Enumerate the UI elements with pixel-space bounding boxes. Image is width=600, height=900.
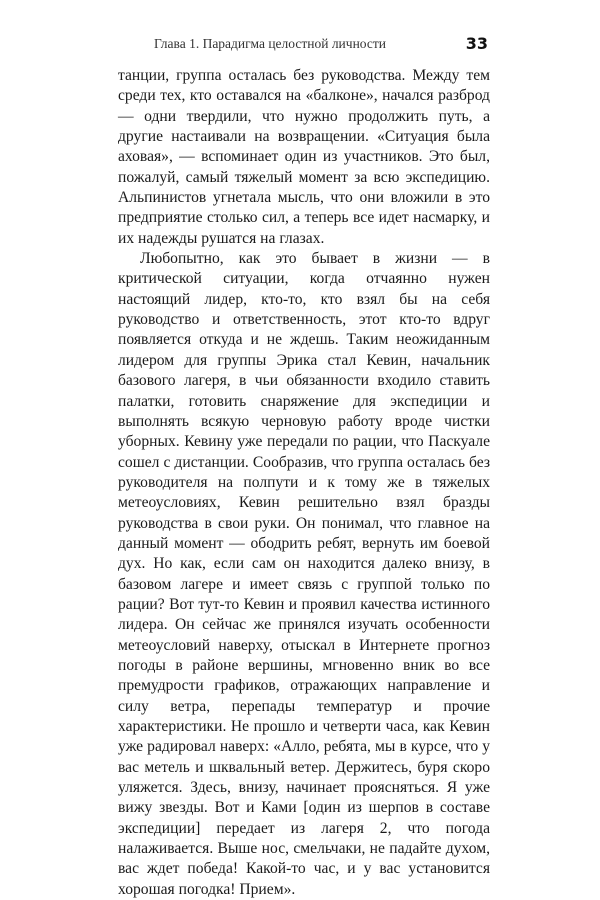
chapter-title: Глава 1. Парадигма целостной личности [153,36,387,51]
paragraph: Любопытно, как это бывает в жизни — в критической ситуации, когда отчаянно нужен настоящий лидер, кто-то, кто взял бы на себя руководство и ответственность, этот кто-то вдруг появляется откуда и не ждешь. Таким неожиданным лидером для группы Эрика стал Кевин, начальник базового лагеря, в чьи обязанности входило ставить палатки, готовить снаряжение для экспедиции и выполнять всякую черновую работу вроде чистки уборных. Кевину уже передали по рации, что Паскуале сошел с дистанции. Сообразив, что группа осталась без руководителя на полпути и к тому же в тяжелых метеоусловиях, Кевин решительно взял бразды руководства в свои руки. Он понимал, что главное на данный момент — ободрить ребят, вернуть им боевой дух. Но как, если сам он находится далеко внизу, в базовом лагере и имеет связь с группой только по рации? Вот тут-то Кевин и проявил качества истинного лидера. Он сейчас же принялся изучать особенности метеоусловий наверху, отыскал в Интернете прогноз погоды в районе вершины, мгновенно вник во все премудрости графиков, отражающих направление и силу ветра, перепады температур и прочие характеристики. Не прошло и четверти часа, как Кевин уже радировал наверх: «Алло, ребята, мы в курсе, что у вас метель и шквальный ветер. Держитесь, буря скоро уляжется. Здесь, внизу, начинает проясняться. Я уже вижу звезды. Вот и Ками [один из шерпов в составе экспедиции] передает из лагеря 2, что погода налаживается. Выше нос, смельчаки, не падайте духом, вас ждет победа! Какой-то час, и у вас установится хорошая погодка! Прием». [118,250,490,898]
page-number: 33 [465,34,488,53]
paragraph-continued: танции, группа осталась без руководства. Между тем среди тех, кто оставался на «балконе», начался разброд — одни твердили, что нужно продолжить путь, а другие настаивали на возвращении. «Ситуация была аховая», — вспоминает один из участников. Это был, пожалуй, самый тяжелый момент за всю экспедицию. Альпинистов угнетала мысль, что они вложили в это предприятие столько сил, а теперь все идет насмарку, и их надежды рушатся на глазах. [118,67,490,247]
running-head [112,34,488,56]
body-text [118,66,490,900]
